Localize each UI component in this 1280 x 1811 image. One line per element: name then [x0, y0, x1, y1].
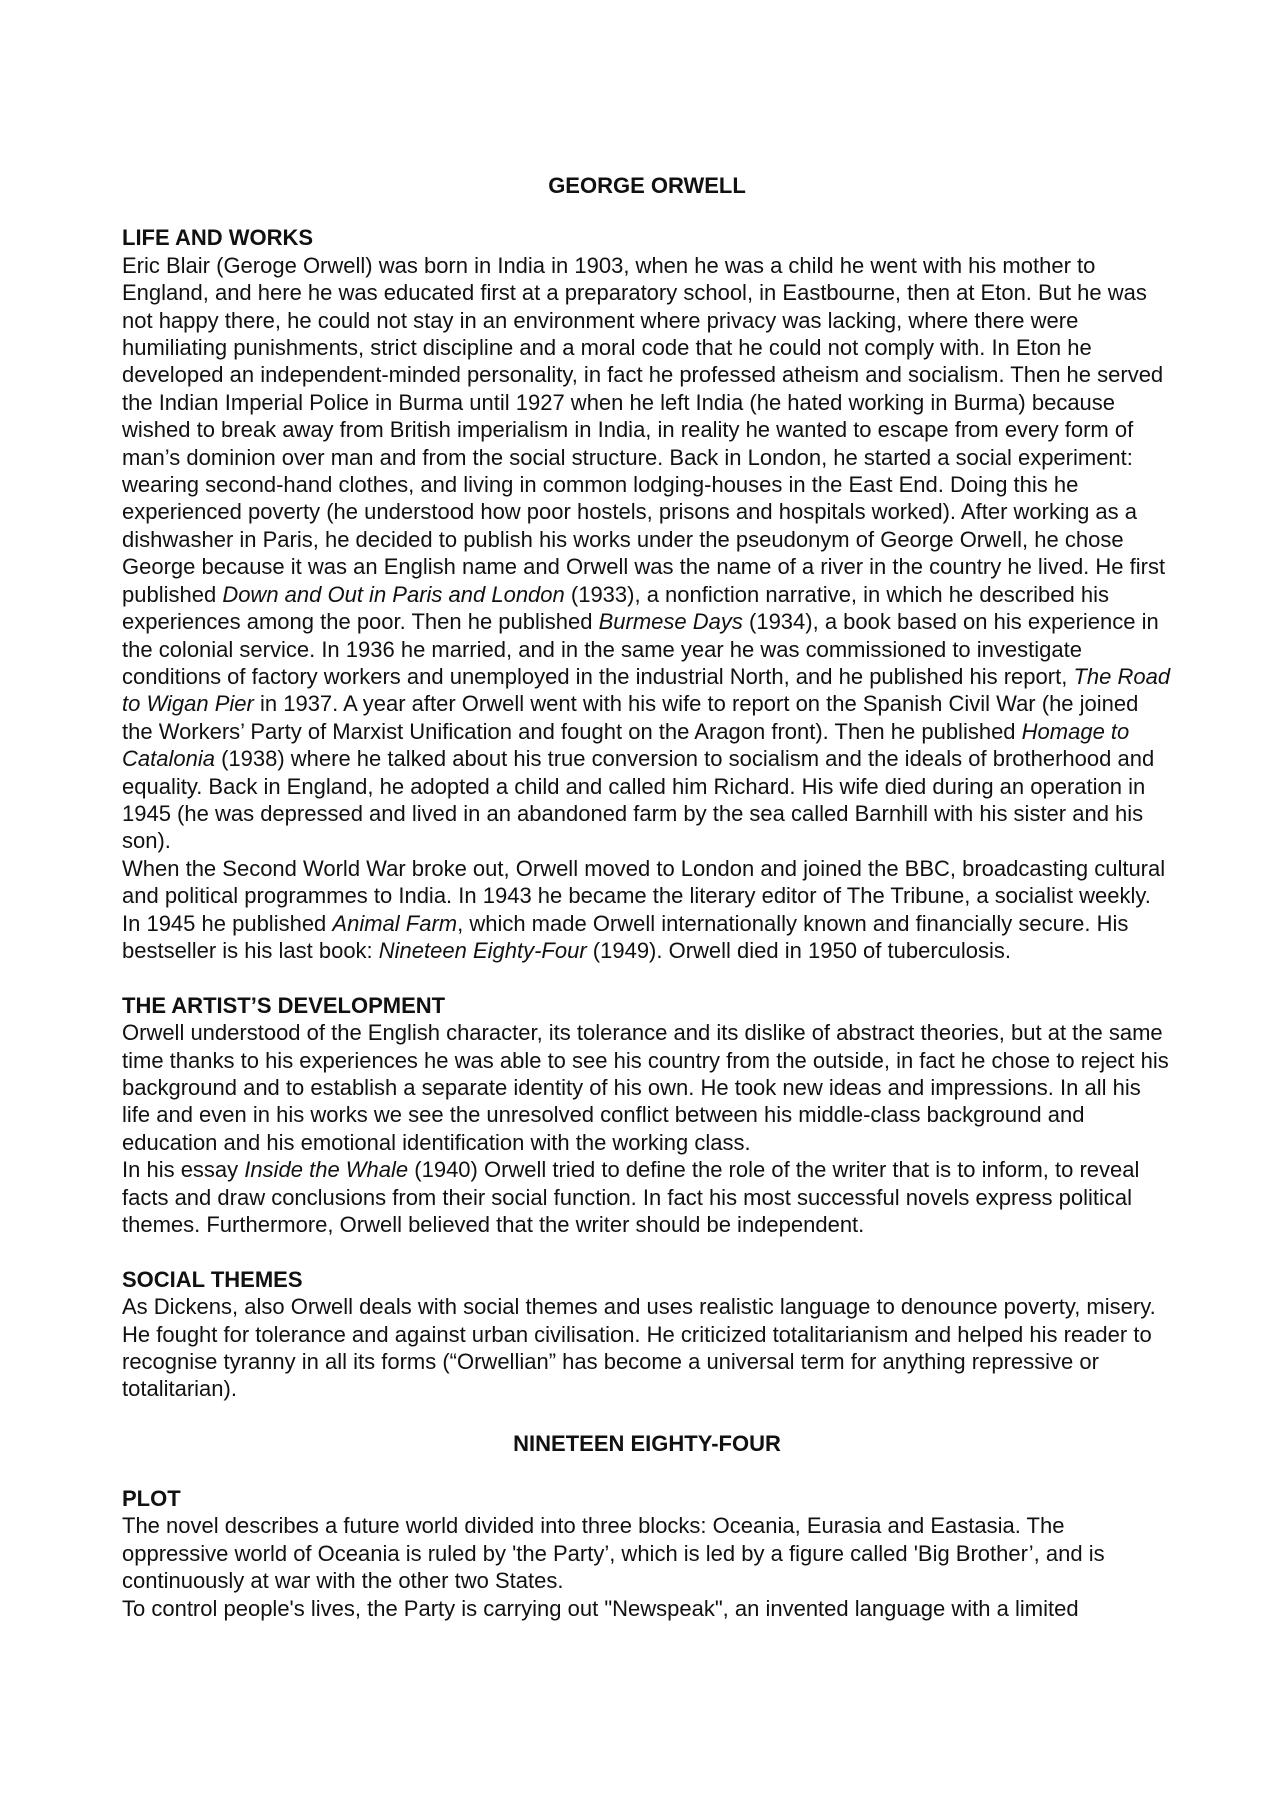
document-page [122, 172, 1172, 1622]
paragraph-plot-2 [122, 1595, 1172, 1622]
italic-title-text: Homage to Catalonia [122, 718, 1130, 772]
text-run: (1940) Orwell tried to define the role of the writer that is to inform, to reveal facts and draw conclusions from their social function. In fact his most successful novels express political themes. Furthermore, Orwell believed that the writer should be independent. [122, 1157, 1140, 1238]
text-run: As Dickens, also Orwell deals with social themes and uses realistic language to denounce poverty, misery. He fought for tolerance and against urban civilisation. He criticized totalitarianism and helped his reader to recognise tyranny in all its forms (“Orwellian” has become a universal term for anything repressive or totalitarian). [122, 1294, 1156, 1402]
paragraph-plot-1 [122, 1512, 1172, 1594]
spacer [122, 1238, 1172, 1265]
text-run: (1934), a book based on his experience in the colonial service. In 1936 he married, and in the same year he was commissioned to investigate conditions of factory workers and unemployed in the industrial North, and he published his report, [122, 609, 1159, 689]
paragraph-life-1 [122, 252, 1172, 855]
text-run: The novel describes a future world divided into three blocks: Oceania, Eurasia and Eastasia. The oppressive world of Oceania is ruled by 'the Party’, which is led by a figure called 'Big Brother’, and is continuously at war with the other two States. [122, 1513, 1105, 1594]
text-run: In his essay [122, 1157, 245, 1183]
italic-title-text: Down and Out in Paris and London [222, 581, 565, 607]
section-heading-plot: PLOT [122, 1486, 181, 1512]
paragraph-artist-2 [122, 1156, 1172, 1238]
text-run: Orwell understood of the English character, its tolerance and its dislike of abstract theories, but at the same time thanks to his experiences he was able to see his country from the outside, in fact he chose to reject his background and to establish a separate identity of his own. He took new ideas and impressions. In all his life and even in his works we see the unresolved conflict between his middle-class background and education and his emotional identification with the working class. [122, 1020, 1169, 1155]
italic-title-text: Animal Farm [332, 910, 458, 936]
text-run: , which made Orwell internationally known and financially secure. His bestseller is his last book: [122, 910, 1129, 963]
paragraph-artist-1 [122, 1019, 1172, 1156]
document-title: GEORGE ORWELL [548, 173, 746, 198]
text-run: (1949). Orwell died in 1950 of tuberculosis. [586, 937, 1012, 963]
section-heading-life-and-works: LIFE AND WORKS [122, 225, 314, 251]
text-run: Eric Blair (Geroge Orwell) was born in India in 1903, when he was a child he went with his mother to England, and here he was educated first at a preparatory school, in Eastbourne, then at Eton. But he was not happy there, he could not stay in an environment where privacy was lacking, where there were humiliating punishments, strict discipline and a moral code that he could not comply with. In Eton he developed an independent-minded personality, in fact he professed atheism and socialism. Then he served the Indian Imperial Police in Burma until 1927 when he left India (he hated working in Burma) because wished to break away from British imperialism in India, in reality he wanted to escape from every form of man’s dominion over man and from the social structure. Back in London, he started a social experiment: wearing second-hand clothes, and living in common lodging-houses in the East End. Doing this he experienced poverty (he understood how poor hostels, prisons and hospitals worked). After working as a dishwasher in Paris, he decided to publish his works under the pseudonym of George Orwell, he chose George because it was an English name and Orwell was the name of a river in the country he lived. He first published [122, 252, 1166, 607]
text-run: in 1937. A year after Orwell went with his wife to report on the Spanish Civil War (he joined the Workers’ Party of Marxist Unification and fought on the Aragon front). Then he published [122, 691, 1139, 744]
italic-title-text: Inside the Whale [244, 1157, 409, 1183]
italic-title-text: Nineteen Eighty-Four [378, 937, 587, 963]
spacer [122, 964, 1172, 991]
paragraph-life-2 [122, 855, 1172, 965]
section-heading-social-themes: SOCIAL THEMES [122, 1266, 303, 1292]
spacer [122, 1458, 1172, 1485]
novel-title: NINETEEN EIGHTY-FOUR [513, 1431, 781, 1457]
paragraph-social-1 [122, 1293, 1172, 1403]
section-heading-artists-development: THE ARTIST’S DEVELOPMENT [122, 992, 446, 1018]
text-run: When the Second World War broke out, Orwell moved to London and joined the BBC, broadcasting cultural and political programmes to India. In 1943 he became the literary editor of The Tribune, a socialist weekly. In 1945 he published [122, 855, 1166, 936]
italic-title-text: The Road to Wigan Pier [122, 663, 1171, 717]
text-run: (1938) where he talked about his true conversion to socialism and the ideals of brotherhood and equality. Back in England, he adopted a child and called him Richard. His wife died during an operation in 1945 (he was depressed and lived in an abandoned farm by the sea called Barnhill with his sister and his son). [122, 746, 1155, 854]
spacer [122, 1403, 1172, 1430]
text-run: (1933), a nonfiction narrative, in which he described his experiences among the poor. Then he published [122, 581, 1109, 635]
text-run: To control people's lives, the Party is carrying out "Newspeak", an invented language with a limited [122, 1595, 1079, 1621]
italic-title-text: Burmese Days [598, 609, 743, 635]
